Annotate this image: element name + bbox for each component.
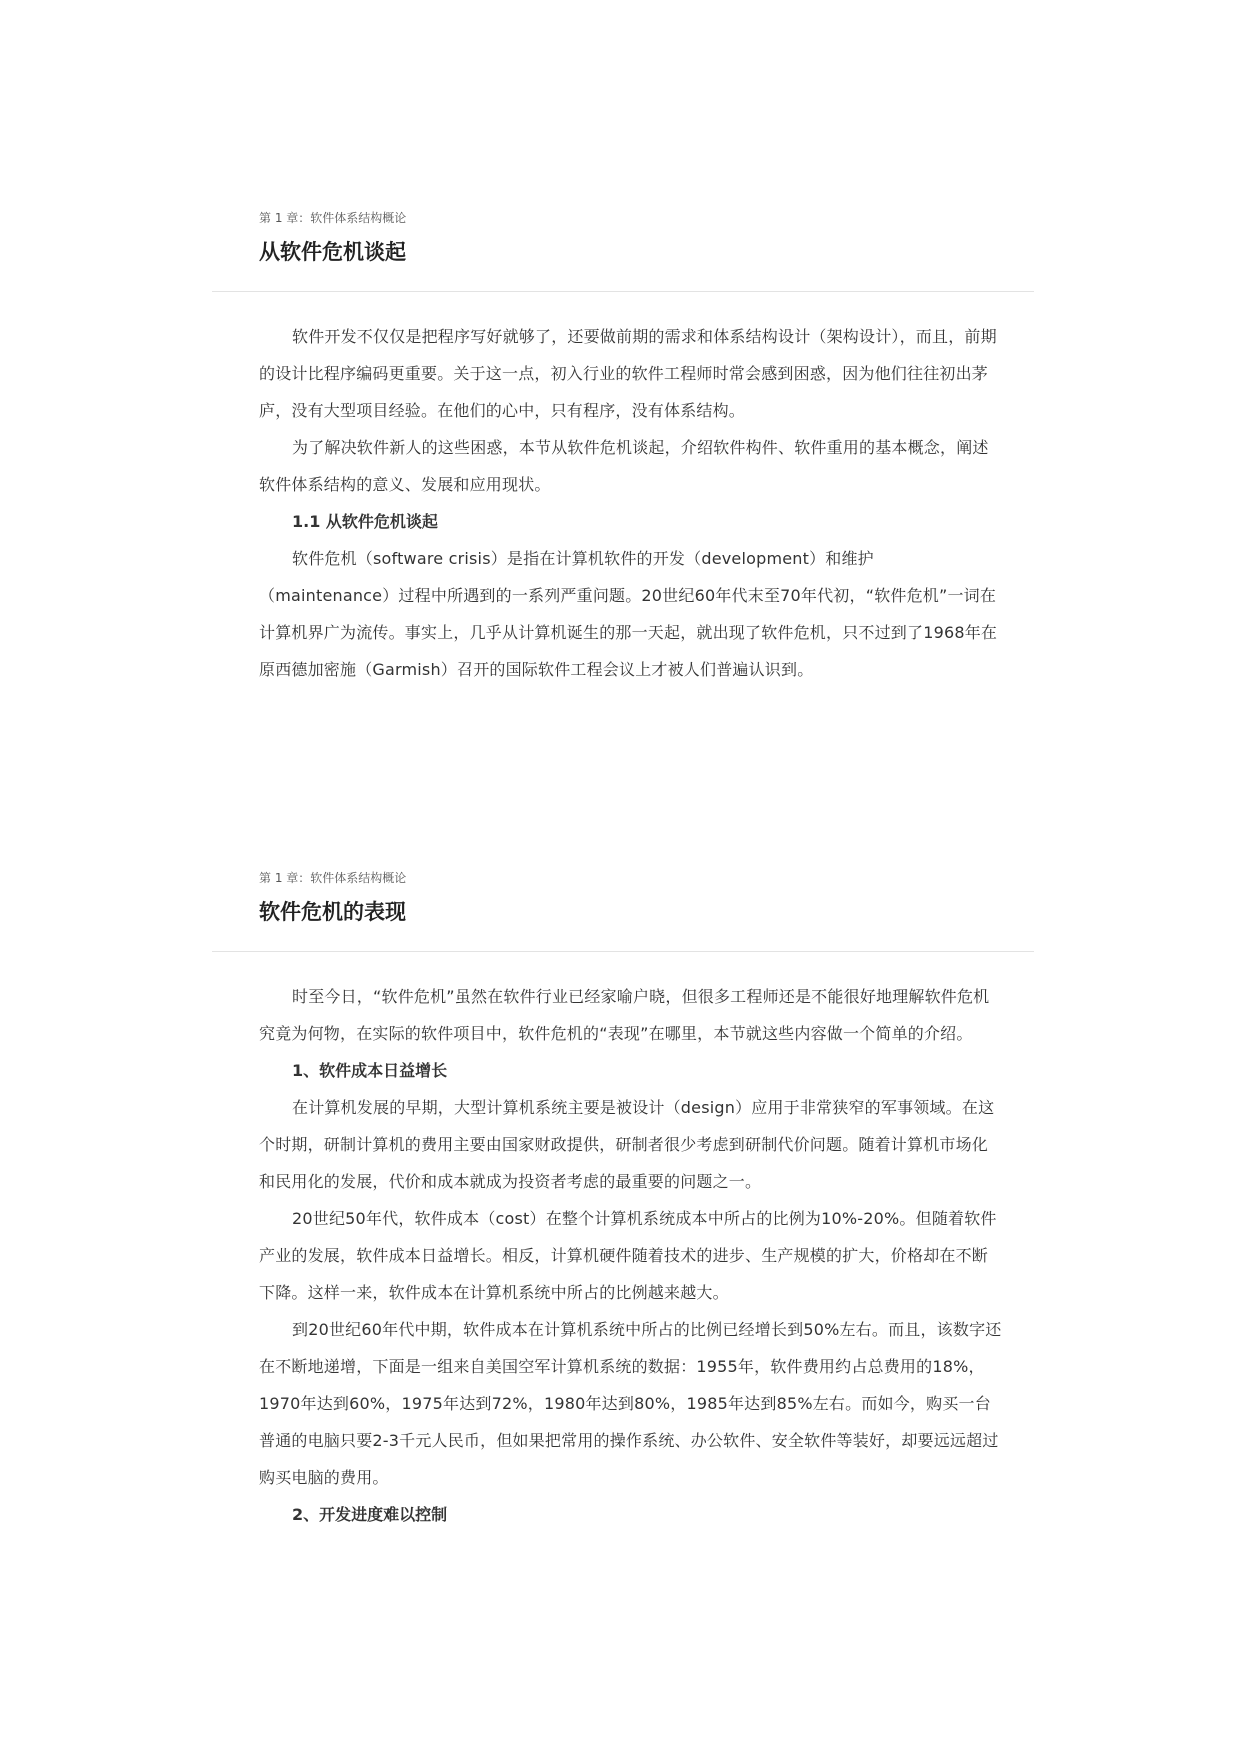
section-title: 从软件危机谈起 — [259, 240, 406, 264]
subsection-heading: 1、软件成本日益增长 — [292, 1061, 448, 1080]
divider — [212, 951, 1034, 952]
paragraph: 20世纪50年代，软件成本（cost）在整个计算机系统成本中所占的比例为10%-20%。但随着软件产业的发展，软件成本日益增长。相反，计算机硬件随着技术的进步、生产规模的扩大，价格却在不断下降。这样一来，软件成本在计算机系统中所占的比例越来越大。 — [259, 1209, 997, 1302]
chapter-label: 第 1 章：软件体系结构概论 — [259, 211, 407, 225]
subsection-heading: 1.1 从软件危机谈起 — [292, 512, 438, 531]
section-body — [259, 978, 1004, 1533]
paragraph: 软件开发不仅仅是把程序写好就够了，还要做前期的需求和体系结构设计（架构设计），而且，前期的设计比程序编码更重要。关于这一点，初入行业的软件工程师时常会感到困惑，因为他们往往初出茅庐，没有大型项目经验。在他们的心中，只有程序，没有体系结构。 — [259, 327, 997, 420]
divider — [212, 291, 1034, 292]
subsection-heading: 2、开发进度难以控制 — [292, 1505, 448, 1524]
section-title: 软件危机的表现 — [259, 900, 406, 924]
paragraph: 时至今日，“软件危机”虽然在软件行业已经家喻户晓，但很多工程师还是不能很好地理解软件危机究竟为何物，在实际的软件项目中，软件危机的“表现”在哪里，本节就这些内容做一个简单的介绍。 — [259, 987, 990, 1043]
paragraph: 在计算机发展的早期，大型计算机系统主要是被设计（design）应用于非常狭窄的军事领域。在这个时期，研制计算机的费用主要由国家财政提供，研制者很少考虑到研制代价问题。随着计算机市场化和民用化的发展，代价和成本就成为投资者考虑的最重要的问题之一。 — [259, 1098, 995, 1191]
paragraph: 到20世纪60年代中期，软件成本在计算机系统中所占的比例已经增长到50%左右。而且，该数字还在不断地递增，下面是一组来自美国空军计算机系统的数据：1955年，软件费用约占总费用的18%，1970年达到60%，1975年达到72%，1980年达到80%，1985年达到85%左右。而如今，购买一台普通的电脑只要2-3千元人民币，但如果把常用的操作系统、办公软件、安全软件等装好，却要远远超过购买电脑的费用。 — [259, 1320, 1002, 1487]
section-body — [259, 318, 1004, 688]
paragraph: 为了解决软件新人的这些困惑，本节从软件危机谈起，介绍软件构件、软件重用的基本概念，阐述软件体系结构的意义、发展和应用现状。 — [259, 438, 989, 494]
chapter-label: 第 1 章：软件体系结构概论 — [259, 871, 407, 885]
paragraph: 软件危机（software crisis）是指在计算机软件的开发（development）和维护（maintenance）过程中所遇到的一系列严重问题。20世纪60年代末至70年代初，“软件危机”一词在计算机界广为流传。事实上，几乎从计算机诞生的那一天起，就出现了软件危机，只不过到了1968年在原西德加密施（Garmish）召开的国际软件工程会议上才被人们普遍认识到。 — [259, 549, 998, 679]
